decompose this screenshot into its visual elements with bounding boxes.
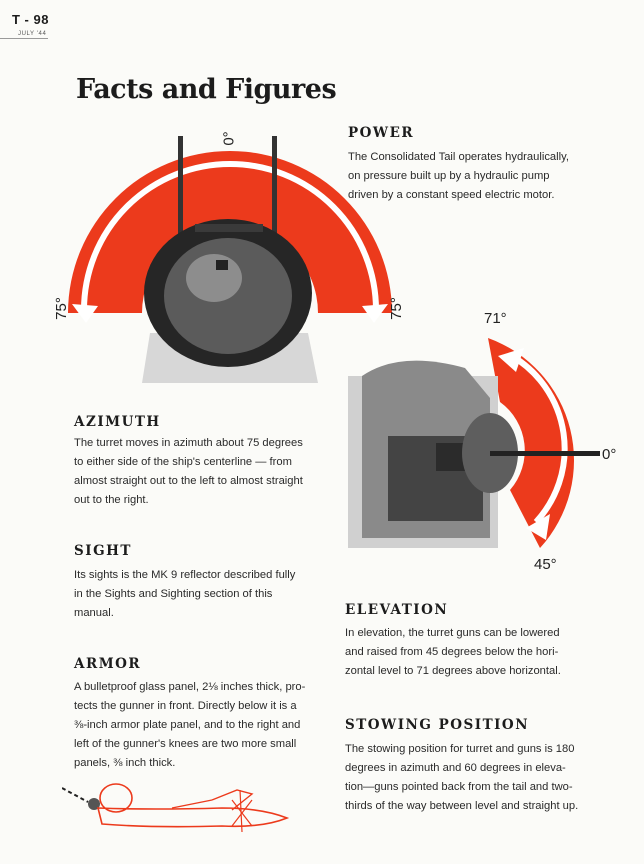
- aircraft-sketch: [62, 770, 302, 840]
- page-date: JULY '44: [18, 31, 47, 37]
- elevation-text: In elevation, the turret guns can be lowered and raised from 45 degrees below the hori- zontal level to 71 degrees above horizontal.: [345, 627, 561, 677]
- elevation-heading: ELEVATION: [345, 602, 449, 618]
- page-number: T - 98: [12, 12, 49, 27]
- azimuth-gun-right: [272, 136, 277, 244]
- stowing-heading: STOWING POSITION: [345, 717, 530, 733]
- azimuth-label-right: 75°: [387, 297, 405, 320]
- sight-heading: SIGHT: [74, 543, 132, 559]
- azimuth-label-0: 0°: [220, 131, 238, 146]
- elevation-label-45: 45°: [534, 556, 557, 573]
- power-heading: POWER: [348, 125, 415, 141]
- armor-heading: ARMOR: [74, 656, 142, 672]
- power-text: The Consolidated Tail operates hydraulically, on pressure built up by a hydraulic pump driven by a constant speed electric motor.: [348, 151, 569, 201]
- elevation-label-71: 71°: [484, 310, 507, 327]
- azimuth-gun-left: [178, 136, 183, 244]
- azimuth-heading: AZIMUTH: [74, 414, 161, 430]
- azimuth-label-left: 75°: [52, 297, 70, 320]
- armor-text: A bulletproof glass panel, 2⅛ inches thick, pro- tects the gunner in front. Directly below it is a ⅜-inch armor plate panel, and to the right and left of the gunner's knees are two more small panels, ⅜ inch thick.: [74, 681, 306, 769]
- azimuth-text: The turret moves in azimuth about 75 degrees to either side of the ship's centerline — from almost straight out to the left to almost straight out to the right.: [74, 437, 303, 506]
- azimuth-arrowhead-left: [72, 304, 98, 323]
- stowing-text: The stowing position for turret and guns is 180 degrees in azimuth and 60 degrees in eleva- tion—guns pointed back from the tail and two- thirds of the way between level and straight up.: [345, 743, 579, 812]
- header-rule: [0, 38, 48, 39]
- elevation-gun-barrel: [490, 451, 600, 456]
- page-title: Facts and Figures: [76, 74, 337, 105]
- sight-text: Its sights is the MK 9 reflector described fully in the Sights and Sighting section of this manual.: [74, 569, 296, 619]
- elevation-diagram: [340, 318, 640, 558]
- elevation-label-0: 0°: [602, 446, 617, 463]
